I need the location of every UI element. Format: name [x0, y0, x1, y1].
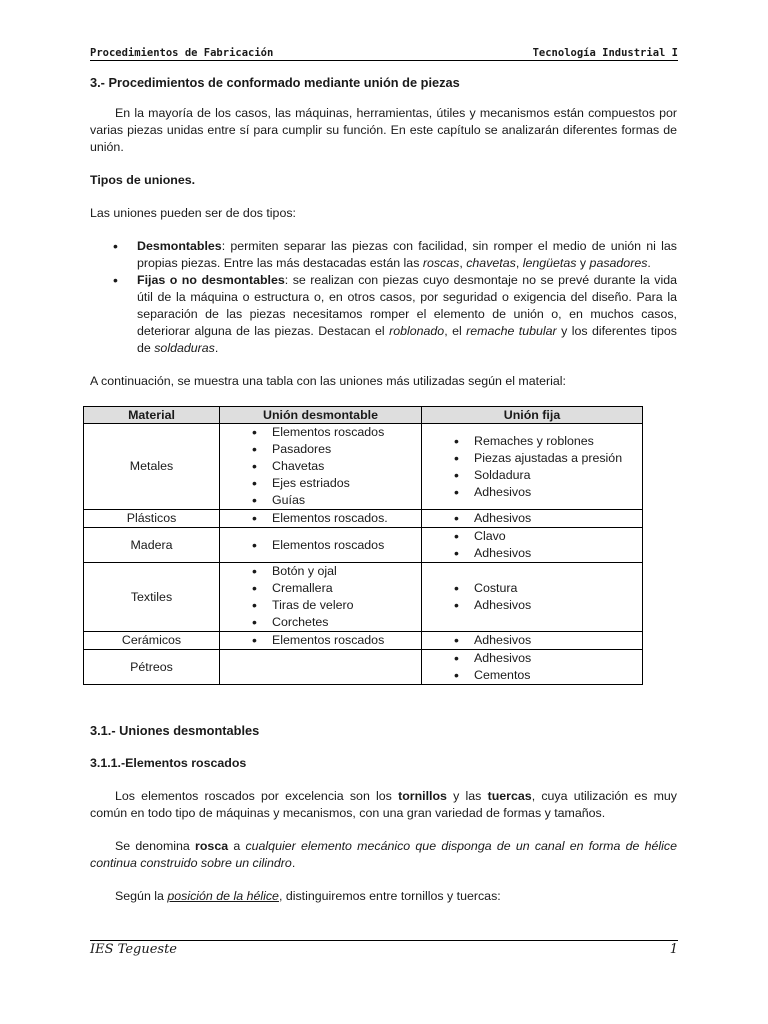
tipos-lead: Las uniones pueden ser de dos tipos: — [90, 206, 296, 220]
term-fijas: Fijas o no desmontables — [137, 273, 285, 287]
table-row — [84, 563, 643, 632]
page-header — [90, 41, 678, 59]
col-header-desmontable: Unión desmontable — [220, 407, 422, 424]
footer-left: IES Tegueste — [90, 942, 177, 957]
cell-desmontable — [220, 528, 422, 563]
list-item: • Adhesivos — [474, 510, 642, 527]
cell-fija — [422, 510, 643, 528]
list-item: • Adhesivos — [474, 650, 642, 667]
cell-fija — [422, 563, 643, 632]
cell-fija — [422, 650, 643, 685]
page-number: 1 — [669, 942, 678, 957]
table-row — [84, 510, 643, 528]
header-rule — [90, 60, 678, 61]
cell-material: Pétreos — [84, 650, 220, 685]
list-item: • Clavo — [474, 528, 642, 545]
footer-rule — [90, 940, 678, 941]
bullet-fijas: • Fijas o no desmontables: se realizan con piezas cuyo desmontaje no se prevé durante la vida útil de la máquina o estructura o, en otros casos, por seguridad o exigencia del diseño. Para la separación de las piezas necesitamos romper el elemento de unión o, en muchos casos, deteriorar alguna de las piezas. Destacan el roblonado, el remache tubular y los diferentes tipos de soldaduras. — [137, 272, 677, 357]
cell-desmontable — [220, 424, 422, 510]
cell-desmontable — [220, 632, 422, 650]
col-header-fija: Unión fija — [422, 407, 643, 424]
cell-material: Madera — [84, 528, 220, 563]
paragraph-rosca: Se denomina rosca a cualquier elemento mecánico que disponga de un canal en forma de hélice continua construido sobre un cilindro. — [90, 839, 677, 870]
section-title: 3.- Procedimientos de conformado mediante unión de piezas — [90, 75, 460, 90]
document-body — [90, 74, 677, 921]
table-row — [84, 424, 643, 510]
subsection-title: 3.1.- Uniones desmontables — [90, 723, 260, 738]
cell-material: Plásticos — [84, 510, 220, 528]
list-item: • Piezas ajustadas a presión — [474, 450, 642, 467]
header-left: Procedimientos de Fabricación — [90, 47, 274, 59]
list-item: • Corchetes — [272, 614, 421, 631]
cell-material: Metales — [84, 424, 220, 510]
paragraph-roscados: Los elementos roscados por excelencia son los tornillos y las tuercas, cuya utilización es muy común en todo tipo de máquinas y mecanismos, con una gran variedad de formas y tamaños. — [90, 789, 677, 820]
list-item: • Elementos roscados. — [272, 510, 421, 527]
table-body — [84, 424, 643, 685]
cell-desmontable — [220, 650, 422, 685]
col-header-material: Material — [84, 407, 220, 424]
cell-fija — [422, 528, 643, 563]
table-row — [84, 650, 643, 685]
cell-desmontable — [220, 563, 422, 632]
list-item: • Adhesivos — [474, 632, 642, 649]
list-item: • Elementos roscados — [272, 537, 421, 554]
table-header-row — [84, 407, 643, 424]
list-item: • Adhesivos — [474, 545, 642, 562]
list-item: • Pasadores — [272, 441, 421, 458]
uniones-table — [83, 406, 643, 685]
header-right: Tecnología Industrial I — [532, 47, 678, 59]
list-item: • Cremallera — [272, 580, 421, 597]
list-item: • Cementos — [474, 667, 642, 684]
term-desmontables: Desmontables — [137, 239, 222, 253]
list-item: • Chavetas — [272, 458, 421, 475]
table-row — [84, 528, 643, 563]
list-item: • Adhesivos — [474, 484, 642, 501]
cell-fija — [422, 424, 643, 510]
tipos-list — [90, 238, 677, 357]
list-item: • Botón y ojal — [272, 563, 421, 580]
tipos-heading: Tipos de uniones. — [90, 173, 196, 187]
paragraph-helice: Según la posición de la hélice, distinguiremos entre tornillos y tuercas: — [115, 889, 501, 903]
page-footer — [90, 942, 678, 960]
subsubsection-title: 3.1.1.-Elementos roscados — [90, 756, 247, 770]
list-item: • Ejes estriados — [272, 475, 421, 492]
bullet-desmontables: • Desmontables: permiten separar las piezas con facilidad, sin romper el medio de unión ni las propias piezas. Entre las más destacadas están las roscas, chavetas, lengüetas y pasadores. — [137, 238, 677, 272]
list-item: • Guías — [272, 492, 421, 509]
list-item: • Costura — [474, 580, 642, 597]
list-item: • Elementos roscados — [272, 424, 421, 441]
table-intro: A continuación, se muestra una tabla con las uniones más utilizadas según el material: — [90, 374, 566, 388]
cell-material: Cerámicos — [84, 632, 220, 650]
list-item: • Remaches y roblones — [474, 433, 642, 450]
list-item: • Elementos roscados — [272, 632, 421, 649]
cell-desmontable — [220, 510, 422, 528]
cell-fija — [422, 632, 643, 650]
list-item: • Soldadura — [474, 467, 642, 484]
table-row — [84, 632, 643, 650]
intro-paragraph: En la mayoría de los casos, las máquinas, herramientas, útiles y mecanismos están compuestos por varias piezas unidas entre sí para cumplir su función. En este capítulo se analizarán diferentes formas de unión. — [90, 106, 677, 154]
list-item: • Tiras de velero — [272, 597, 421, 614]
list-item: • Adhesivos — [474, 597, 642, 614]
cell-material: Textiles — [84, 563, 220, 632]
